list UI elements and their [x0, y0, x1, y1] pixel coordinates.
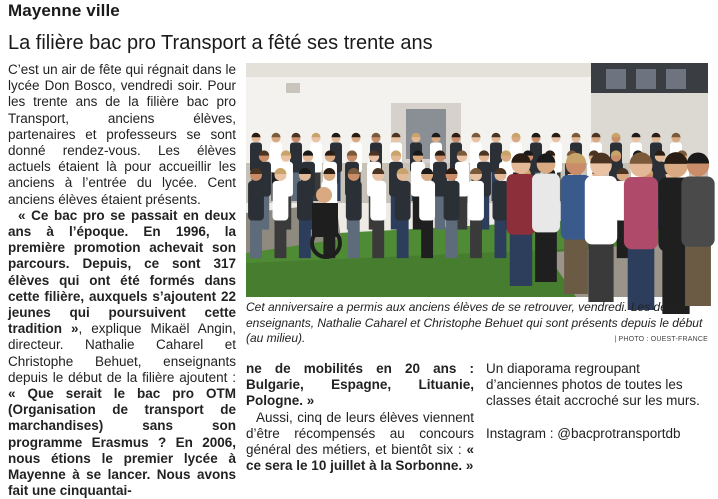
person-figure	[444, 168, 460, 258]
quote-bold: « Ce bac pro se passait en deux ans à l’époque. En 1996, la première promotion achevait son parcours. Depuis, ce sont 317 élèves qui ont été formés dans cette filière, auxquels s’ajoutent 22 jeunes qui poursuivent cette tradition »	[8, 207, 236, 337]
person-figure	[395, 168, 411, 258]
person-figure	[346, 168, 362, 258]
paragraph-concours	[246, 410, 474, 475]
person-figure	[419, 168, 435, 258]
paragraph-erasmus-end	[246, 361, 474, 410]
article-column-2	[246, 361, 474, 474]
person-figure	[468, 168, 484, 258]
instagram-handle: Instagram : @bacprotransportdb	[486, 425, 681, 441]
concours-text: Aussi, cinq de leurs élèves viennent d’être récompensés au concours général des métiers, et bientôt six :	[246, 409, 474, 458]
quote-erasmus: « Que serait le bac pro OTM (Organisation de transport de marchandises) sans son programme Erasmus ? En 2006, nous étions le premier lycée à Mayenne à se lancer. Nous avons fait une cinquantai-	[8, 386, 236, 499]
person-figure	[493, 168, 509, 258]
paragraph-intro: C’est un air de fête qui régnait dans le lycée Don Bosco, vendredi soir. Pour les trente ans de la filière bac pro Transport, anciens élèves, partenaires et professeurs se sont donné rendez-vous. Les élèves actuels étaient là pour accueillir les anciens à l’entrée du lycée. Cent anciens élèves étaient présents.	[8, 62, 236, 207]
person-figure	[273, 168, 289, 258]
paragraph-diaporama: Un diaporama regroupant d’anciennes photos de toutes les classes était accroché sur les murs.	[486, 361, 700, 409]
paragraph-quote-director	[8, 208, 236, 499]
person-figure	[248, 168, 264, 258]
photo-caption: Cet anniversaire a permis aux anciens élèves de se retrouver, vendredi. Les deux enseignants, Nathalie Caharel et Christophe Behuet qui sont présents depuis le début (au milieu).	[246, 300, 703, 345]
article-column-3	[486, 361, 708, 442]
article-headline: La filière bac pro Transport a fêté ses trente ans	[8, 32, 433, 54]
quote-attribution: , explique Mikaël Angin, directeur. Nathalie Caharel et Christophe Behuet, enseignants depuis le début de la filière ajoutent :	[8, 321, 236, 385]
section-label: Mayenne ville	[8, 1, 120, 20]
group-photo	[246, 63, 708, 297]
person-figure	[370, 168, 386, 258]
article-column-1	[8, 62, 236, 499]
concours-quote: « ce sera le 10 juillet à la Sorbonne. »	[246, 442, 474, 474]
photo-credit: | PHOTO : OUEST-FRANCE	[614, 336, 708, 343]
quote-erasmus-end: ne de mobilités en 20 ans : Bulgarie, Espagne, Lituanie, Pologne. »	[246, 361, 474, 409]
